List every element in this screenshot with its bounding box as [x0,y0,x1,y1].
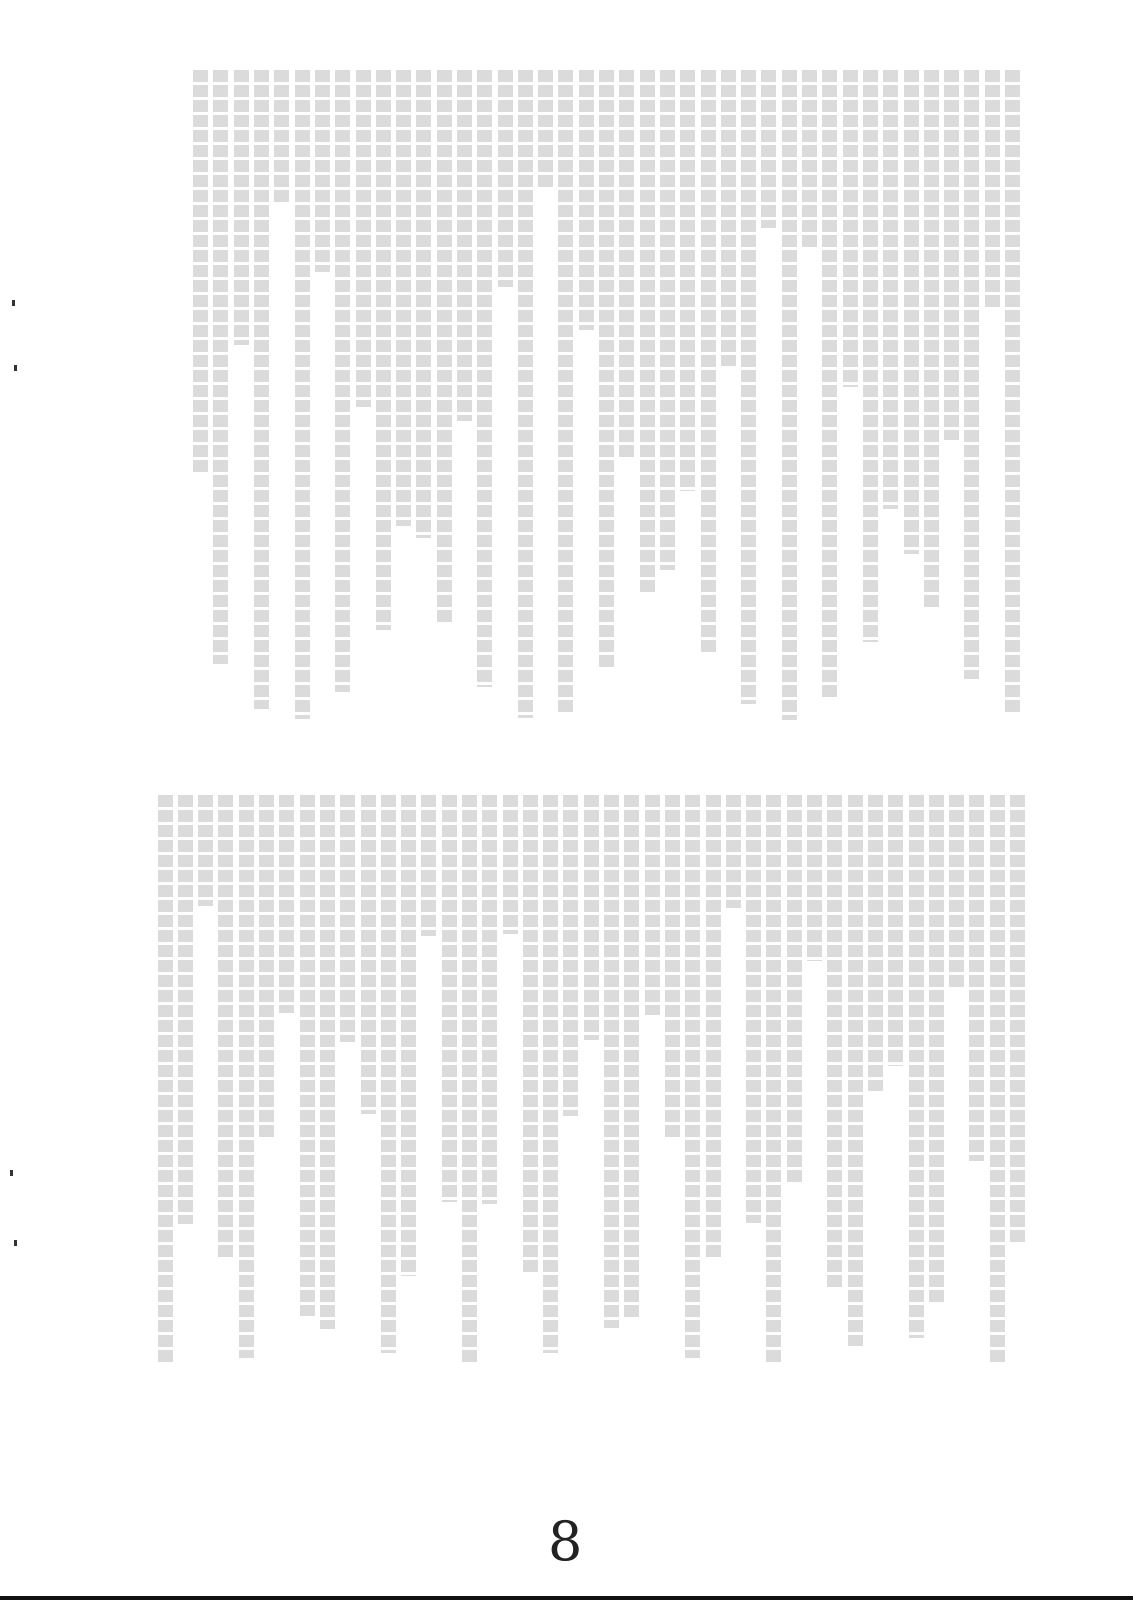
text-column-placeholder [300,795,315,1316]
text-column-placeholder [985,70,1000,309]
text-column-placeholder [274,70,289,205]
text-column-placeholder [579,70,594,330]
text-column-placeholder [279,795,294,1013]
text-column-placeholder [218,795,233,1258]
text-column-placeholder [213,70,228,664]
text-column-placeholder [1005,70,1020,715]
text-column-placeholder [381,795,396,1353]
lower-text-block [105,795,1025,1365]
text-column-placeholder [538,70,553,190]
text-column-placeholder [822,70,837,699]
text-column-placeholder [477,70,492,687]
text-column-placeholder [782,70,797,720]
text-column-placeholder [706,795,721,1260]
scan-mark [12,300,15,306]
text-column-placeholder [335,70,350,692]
text-column-placeholder [416,70,431,538]
text-column-placeholder [315,70,330,272]
text-column-placeholder [701,70,716,653]
text-column-placeholder [361,795,376,1114]
text-column-placeholder [619,70,634,460]
text-column-placeholder [868,795,883,1091]
text-column-placeholder [198,795,213,906]
text-column-placeholder [234,70,249,345]
text-column-placeholder [259,795,274,1140]
text-column-placeholder [802,70,817,250]
text-column-placeholder [239,795,254,1358]
text-column-placeholder [376,70,391,630]
text-column-placeholder [178,795,193,1224]
text-column-placeholder [254,70,269,709]
text-column-placeholder [766,795,781,1364]
text-column-placeholder [523,795,538,1275]
text-column-placeholder [584,795,599,1040]
text-column-placeholder [721,70,736,366]
text-column-placeholder [599,70,614,670]
text-column-placeholder [356,70,371,407]
text-column-placeholder [457,70,472,421]
text-column-placeholder [964,70,979,679]
text-column-placeholder [660,70,675,570]
text-column-placeholder [685,795,700,1358]
text-column-placeholder [848,795,863,1346]
scan-mark [14,1240,17,1246]
text-column-placeholder [924,70,939,609]
text-column-placeholder [518,70,533,718]
text-column-placeholder [498,70,513,287]
text-column-placeholder [295,70,310,719]
text-column-placeholder [437,70,452,622]
text-column-placeholder [726,795,741,908]
text-column-placeholder [969,795,984,1161]
text-column-placeholder [990,795,1005,1362]
text-column-placeholder [563,795,578,1116]
text-column-placeholder [158,795,173,1364]
text-column-placeholder [482,795,497,1204]
text-column-placeholder [421,795,436,936]
text-column-placeholder [904,70,919,554]
scan-edge [0,1596,1133,1600]
text-column-placeholder [665,795,680,1138]
text-column-placeholder [863,70,878,642]
text-column-placeholder [401,795,416,1276]
text-column-placeholder [604,795,619,1328]
text-column-placeholder [741,70,756,704]
page-number: 8 [548,1510,583,1573]
upper-text-block [120,70,1020,720]
text-column-placeholder [1010,795,1025,1242]
text-column-placeholder [396,70,411,526]
text-column-placeholder [827,795,842,1290]
text-column-placeholder [462,795,477,1365]
text-column-placeholder [645,795,660,1015]
text-column-placeholder [680,70,695,491]
text-column-placeholder [888,795,903,1066]
text-column-placeholder [909,795,924,1338]
text-column-placeholder [944,70,959,440]
text-column-placeholder [442,795,457,1202]
text-column-placeholder [761,70,776,228]
text-column-placeholder [746,795,761,1223]
text-column-placeholder [320,795,335,1329]
text-column-placeholder [543,795,558,1353]
text-column-placeholder [193,70,208,473]
text-column-placeholder [640,70,655,595]
text-column-placeholder [787,795,802,1183]
text-column-placeholder [843,70,858,387]
text-column-placeholder [929,795,944,1305]
text-column-placeholder [340,795,355,1042]
text-column-placeholder [807,795,822,961]
scan-mark [14,365,17,371]
text-column-placeholder [949,795,964,988]
text-column-placeholder [883,70,898,509]
text-column-placeholder [558,70,573,712]
text-column-placeholder [503,795,518,934]
text-column-placeholder [624,795,639,1317]
scan-mark [10,1170,13,1176]
